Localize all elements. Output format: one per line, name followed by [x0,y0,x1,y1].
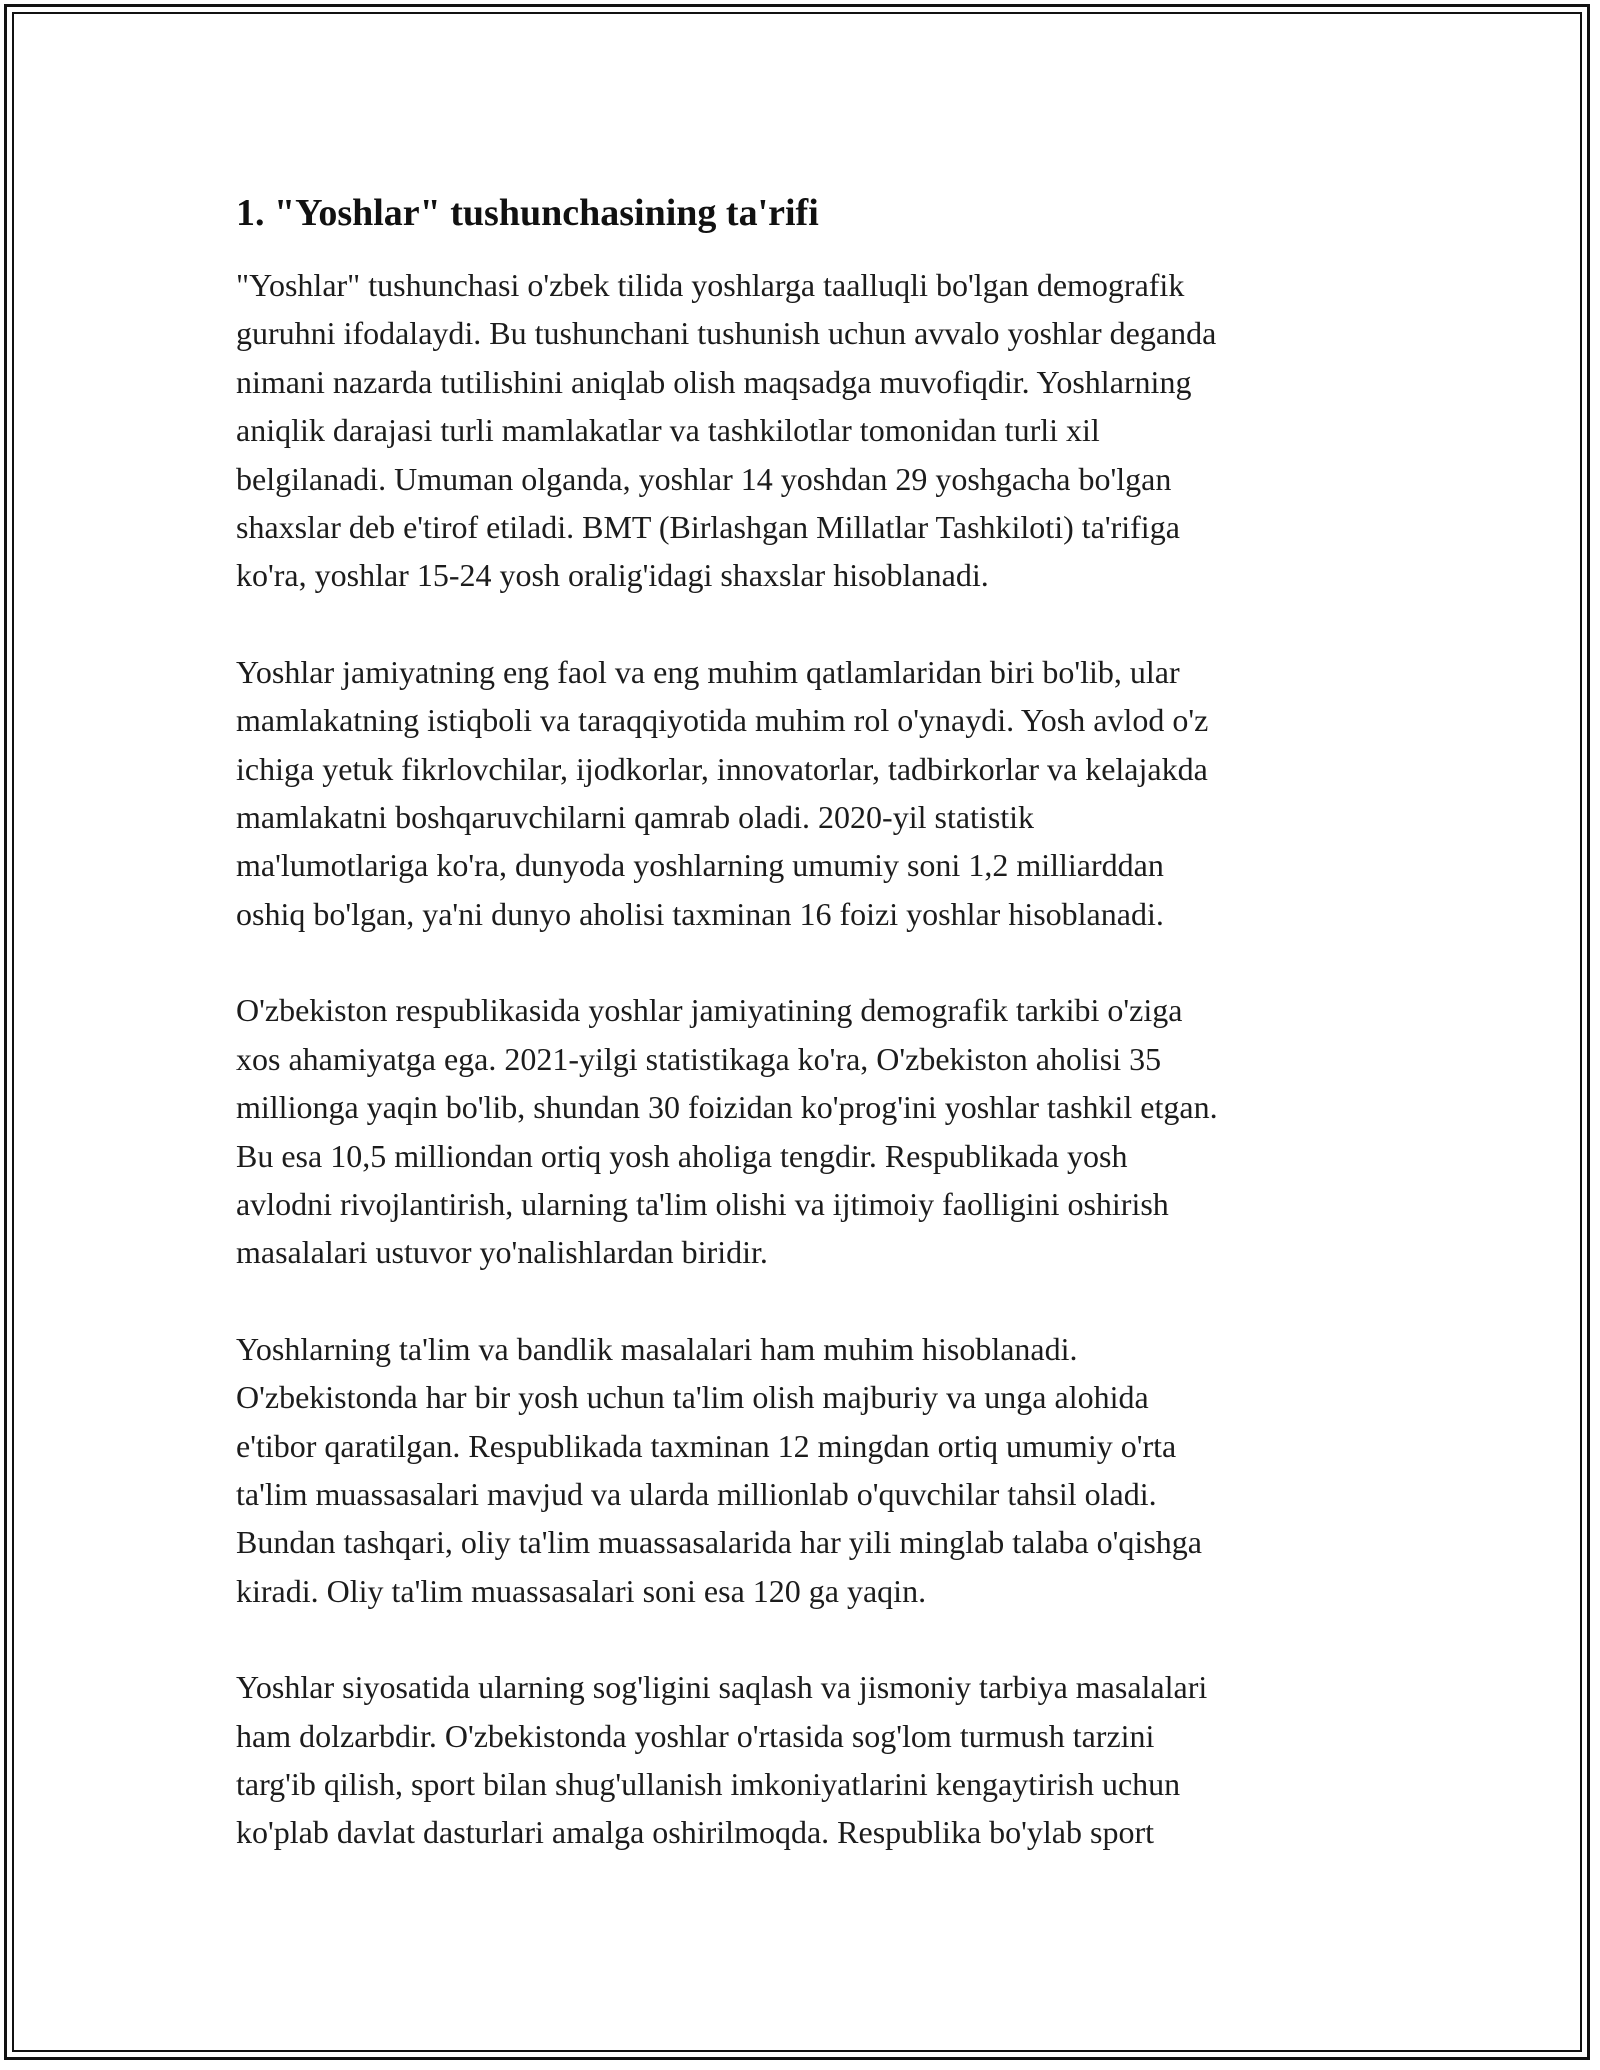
paragraph-education-employment: Yoshlarning ta'lim va bandlik masalalari ham muhim hisoblanadi. O'zbekistonda har bir yosh uchun ta'lim olish majburiy va unga alohida e'tibor qaratilgan. Respublikada taxminan 12 mingdan ortiq umumiy o'rta ta'lim muassasalari mavjud va ularda millionlab o'quvchilar tahsil oladi. Bundan tashqari, oliy ta'lim muassasalarida har yili minglab talaba o'qishga kiradi. Oliy ta'lim muassasalari soni esa 120 ga yaqin. [236,1330,1202,1609]
document-body [236,185,1366,1905]
section-heading: 1. "Yoshlar" tushunchasining ta'rifi [236,192,819,234]
paragraph-health-sport: Yoshlar siyosatida ularning sog'ligini saqlash va jismoniy tarbiya masalalari ham dolzarbdir. O'zbekistonda yoshlar o'rtasida sog'lom turmush tarzini targ'ib qilish, sport bilan shug'ullanish imkoniyatlarini kengaytirish uchun ko'plab davlat dasturlari amalga oshirilmoqda. Respublika bo'ylab sport [236,1669,1208,1851]
paragraph-definition: "Yoshlar" tushunchasi o'zbek tilida yoshlarga taalluqli bo'lgan demografik guruhni ifodalaydi. Bu tushunchani tushunish uchun avvalo yoshlar deganda nimani nazarda tutilishini aniqlab olish maqsadga muvofiqdir. Yoshlarning aniqlik darajasi turli mamlakatlar va tashkilotlar tomonidan turli xil belgilanadi. Umuman olganda, yoshlar 14 yoshdan 29 yoshgacha bo'lgan shaxslar deb e'tirof etiladi. BMT (Birlashgan Millatlar Tashkiloti) ta'rifiga ko'ra, yoshlar 15-24 yosh oralig'idagi shaxslar hisoblanadi. [236,267,1217,594]
paragraph-society-role: Yoshlar jamiyatning eng faol va eng muhim qatlamlaridan biri bo'lib, ular mamlakatning istiqboli va taraqqiyotida muhim rol o'ynaydi. Yosh avlod o'z ichiga yetuk fikrlovchilar, ijodkorlar, innovatorlar, tadbirkorlar va kelajakda mamlakatni boshqaruvchilarni qamrab oladi. 2020-yil statistik ma'lumotlariga ko'ra, dunyoda yoshlarning umumiy soni 1,2 milliarddan oshiq bo'lgan, ya'ni dunyo aholisi taxminan 16 foizi yoshlar hisoblanadi. [236,653,1209,932]
paragraph-uzbekistan-demographics: O'zbekiston respublikasida yoshlar jamiyatining demografik tarkibi o'ziga xos ahamiyatga ega. 2021-yilgi statistikaga ko'ra, O'zbekiston aholisi 35 millionga yaqin bo'lib, shundan 30 foizidan ko'prog'ini yoshlar tashkil etgan. Bu esa 10,5 milliondan ortiq yosh aholiga tengdir. Respublikada yosh avlodni rivojlantirish, ularning ta'lim olishi va ijtimoiy faolligini oshirish masalalari ustuvor yo'nalishlardan biridir. [236,992,1218,1271]
